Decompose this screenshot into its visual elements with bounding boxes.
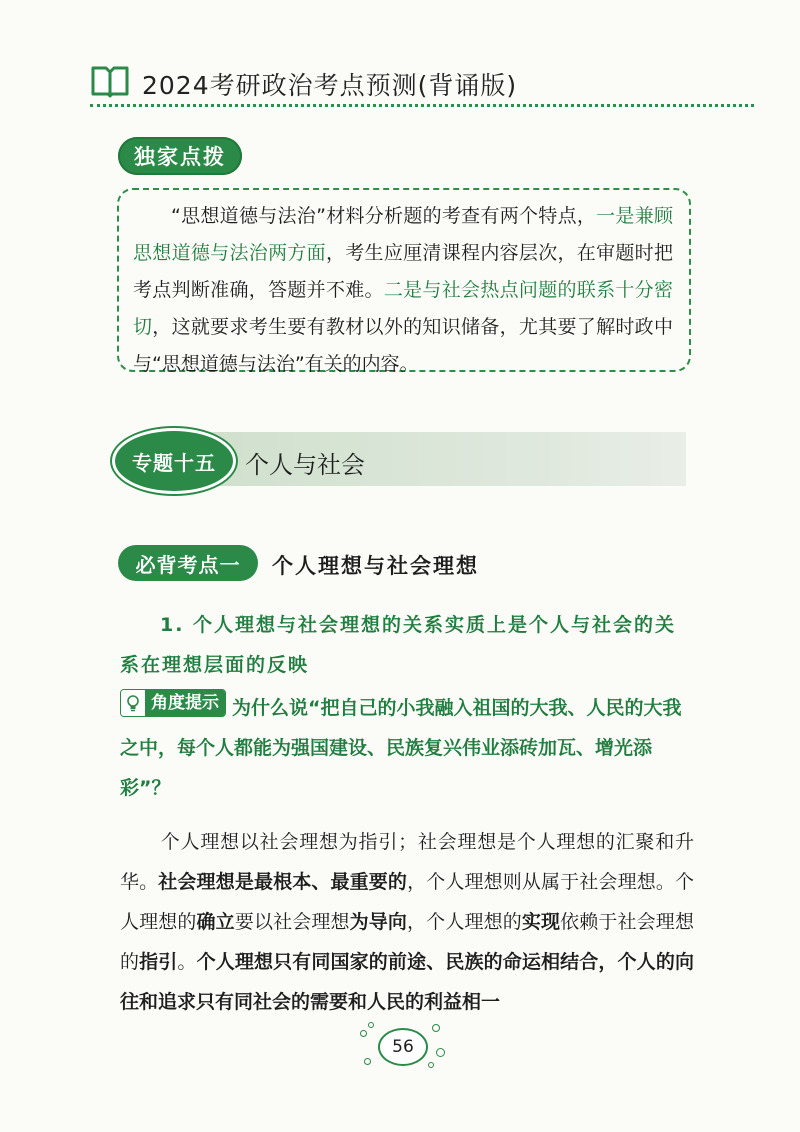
tip-highlight-2: 二是与社会热点问题的联系十分密切: [133, 279, 673, 338]
tip-text-1: “思想道德与法治”材料分析题的考查有两个特点，: [171, 205, 597, 227]
tip-box: [117, 188, 691, 375]
angle-hint: [120, 688, 694, 808]
page-header: [90, 62, 750, 102]
body-s10: 指引: [139, 951, 178, 973]
tip-text-3: ，这就要求考生要有教材以外的知识储备，尤其要了解时政中与“思想道德与法治”有关的内容。: [133, 316, 673, 375]
body-s6: 为导向: [349, 911, 408, 933]
tip-text-2: ，考生应厘清课程内容层次，在审题时把考点判断准确，答题并不难。: [133, 242, 673, 301]
body-s2: 社会理想是最根本、最重要的: [158, 871, 408, 893]
key-point-title: 个人理想与社会理想: [272, 554, 479, 578]
topic-badge: 专题十五: [112, 428, 236, 494]
hint-badge: [120, 689, 226, 717]
body-s8: 实现: [521, 911, 561, 933]
header-divider: [90, 104, 754, 107]
body-s3: ，个人理想则从属于社会理想。个人理想的: [120, 871, 694, 933]
lightbulb-icon: [121, 690, 145, 716]
book-title: 2024考研政治考点预测(背诵版): [142, 71, 518, 100]
page-number: 56: [378, 1028, 428, 1066]
tip-highlight-1: 一是兼顾思想道德与法治两方面: [133, 205, 673, 264]
open-book-icon: [90, 64, 130, 98]
key-point-badge: 必背考点一: [118, 545, 258, 581]
body-paragraph: [120, 822, 694, 1022]
body-s7: ，个人理想的: [407, 911, 522, 933]
hint-question: 为什么说“把自己的小我融入祖国的大我、人民的大我之中，每个人都能为强国建设、民族复兴伟业添砖加瓦、增光添彩”？: [120, 697, 682, 799]
body-s12: 个人理想只有同国家的前途、民族的命运相结合，个人的向往和追求只有同社会的需要和人民的利益相一: [120, 951, 694, 1013]
tip-badge: 独家点拨: [118, 137, 242, 175]
body-s1: 个人理想以社会理想为指引；社会理想是个人理想的汇聚和升华。: [120, 831, 694, 893]
hint-badge-label: 角度提示: [145, 690, 225, 716]
topic-title: 个人与社会: [245, 451, 365, 479]
decor-dot: [436, 1048, 445, 1057]
section-subheading: [120, 605, 694, 685]
body-s5: 要以社会理想: [234, 911, 350, 933]
decor-dot: [364, 1058, 371, 1065]
tip-paragraph: [133, 198, 673, 383]
subheading-text: 1. 个人理想与社会理想的关系实质上是个人与社会的关系在理想层面的反映: [120, 614, 677, 676]
decor-dot: [368, 1022, 374, 1028]
decor-dot: [428, 1062, 434, 1068]
body-s9: 依赖于社会理想的: [120, 911, 694, 973]
body-s4: 确立: [196, 911, 235, 933]
decor-dot: [360, 1030, 367, 1037]
decor-dot: [432, 1024, 440, 1032]
page-number-decoration: [352, 1018, 452, 1078]
body-s11: 。: [177, 951, 197, 973]
